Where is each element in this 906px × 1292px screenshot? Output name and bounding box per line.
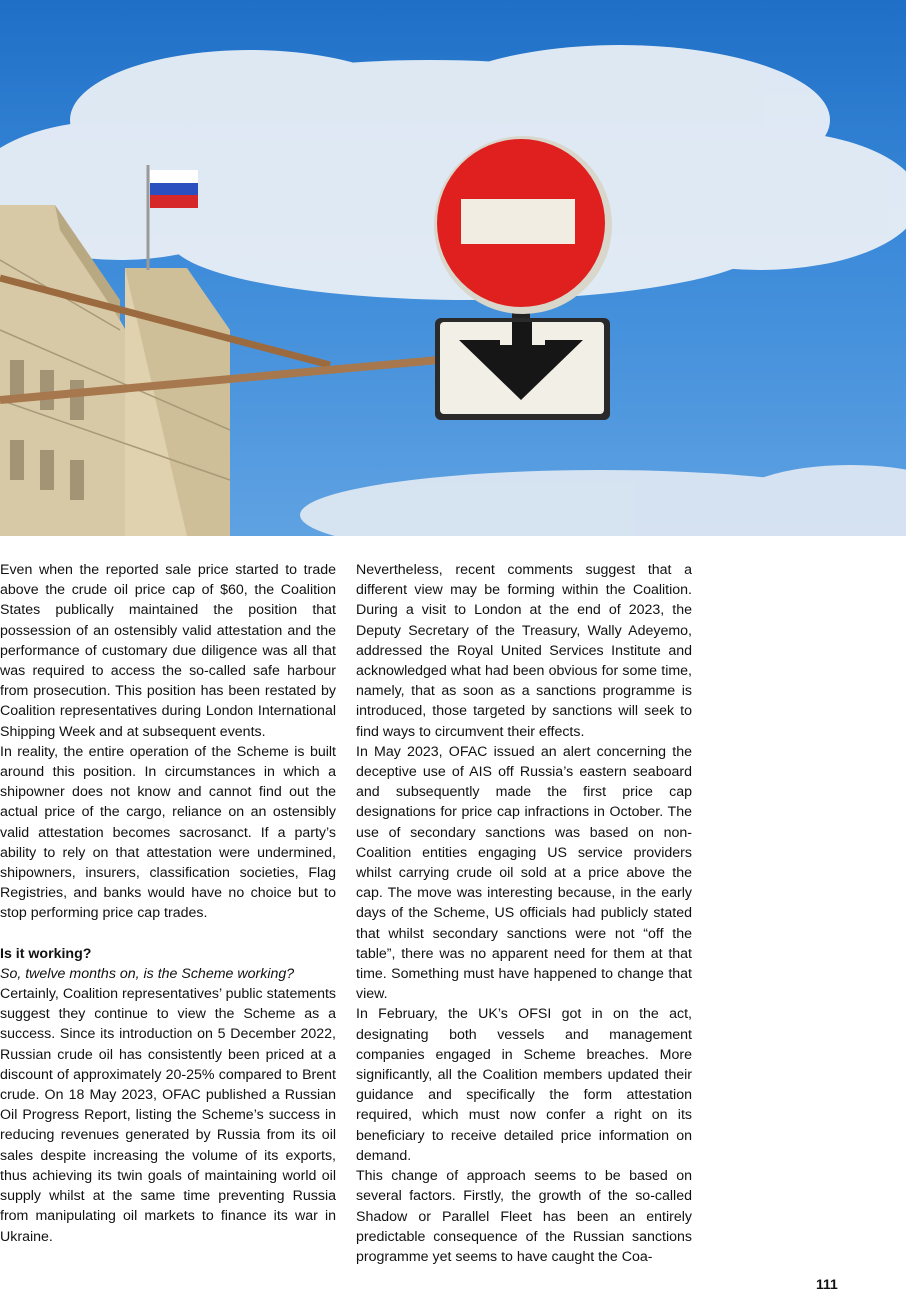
- section-heading: Is it working?: [0, 945, 92, 962]
- hero-photo: [0, 0, 906, 536]
- section-question: So, twelve months on, is the Scheme working?: [0, 965, 295, 982]
- no-entry-sign: [434, 136, 612, 340]
- right-paragraph-1: Nevertheless, recent comments suggest that a different view may be forming within the Coalition. During a visit to London at the end of 2023, the Deputy Secretary of the Treasury, Wally Adeyemo, addressed the Royal United Services Institute and acknowledged what had been obvious for some time, namely, that as soon as a sanctions programme is introduced, those targeted by sanctions will seek to find ways to circumvent their effects.: [356, 562, 692, 740]
- right-paragraph-2: In May 2023, OFAC issued an alert concerning the deceptive use of AIS off Russia’s eastern seaboard and subsequently made the first price cap designations for price cap infractions in October. The use of secondary sanctions was based on non-Coalition entities engaging US service providers whilst carrying crude oil sold at a price above the cap. The move was interesting because, in the early days of the Scheme, US officials had publicly stated that whilst secondary sanctions were not “off the table”, there was no apparent need for them at that time. Something must have happened to change that view.: [356, 743, 692, 1003]
- left-paragraph-2: In reality, the entire operation of the Scheme is built around this position. In circumstances in which a shipowner does not know and cannot find out the actual price of the cargo, reliance on an ostensibly valid attestation becomes sacrosanct. If a party’s ability to rely on that attestation were undermined, shipowners, insurers, classification societies, Flag Registries, and banks would have no choice but to stop performing price cap trades.: [0, 743, 336, 922]
- right-paragraph-4: This change of approach seems to be based on several factors. Firstly, the growth of the so-called Shadow or Parallel Fleet has been an entirely predictable consequence of the Russian sanctions programme yet seems to have caught the Coa-: [356, 1168, 692, 1265]
- left-paragraph-1: Even when the reported sale price started to trade above the crude oil price cap of $60, the Coalition States publically maintained the position that possession of an ostensibly valid attestation and the performance of customary due diligence was all that was required to access the so-called safe harbour from prosecution. This position has been restated by Coalition representatives during London International Shipping Week and at subsequent events.: [0, 562, 336, 740]
- arrow-plate: [435, 318, 610, 420]
- right-column: [356, 560, 692, 1267]
- left-paragraph-3: Certainly, Coalition representatives’ public statements suggest they continue to view the Scheme as a success. Since its introduction on 5 December 2022, Russian crude oil has consistently been priced at a discount of approximately 20-25% compared to Brent crude. On 18 May 2023, OFAC published a Russian Oil Progress Report, listing the Scheme’s success in reducing revenues generated by Russia from its oil sales despite increasing the volume of its exports, thus achieving its twin goals of maintaining world oil supply whilst at the same time preventing Russia from manipulating oil markets to finance its war in Ukraine.: [0, 986, 336, 1245]
- page-number: 111: [816, 1276, 838, 1292]
- left-column: [0, 560, 336, 1247]
- right-paragraph-3: In February, the UK’s OFSI got in on the act, designating both vessels and management companies engaged in Scheme breaches. More significantly, all the Coalition members updated their guidance and specifically the form attestation required, which must now confer a right on its beneficiary to receive detailed price information on demand.: [356, 1006, 692, 1164]
- no-entry-sign-illustration: [0, 0, 906, 536]
